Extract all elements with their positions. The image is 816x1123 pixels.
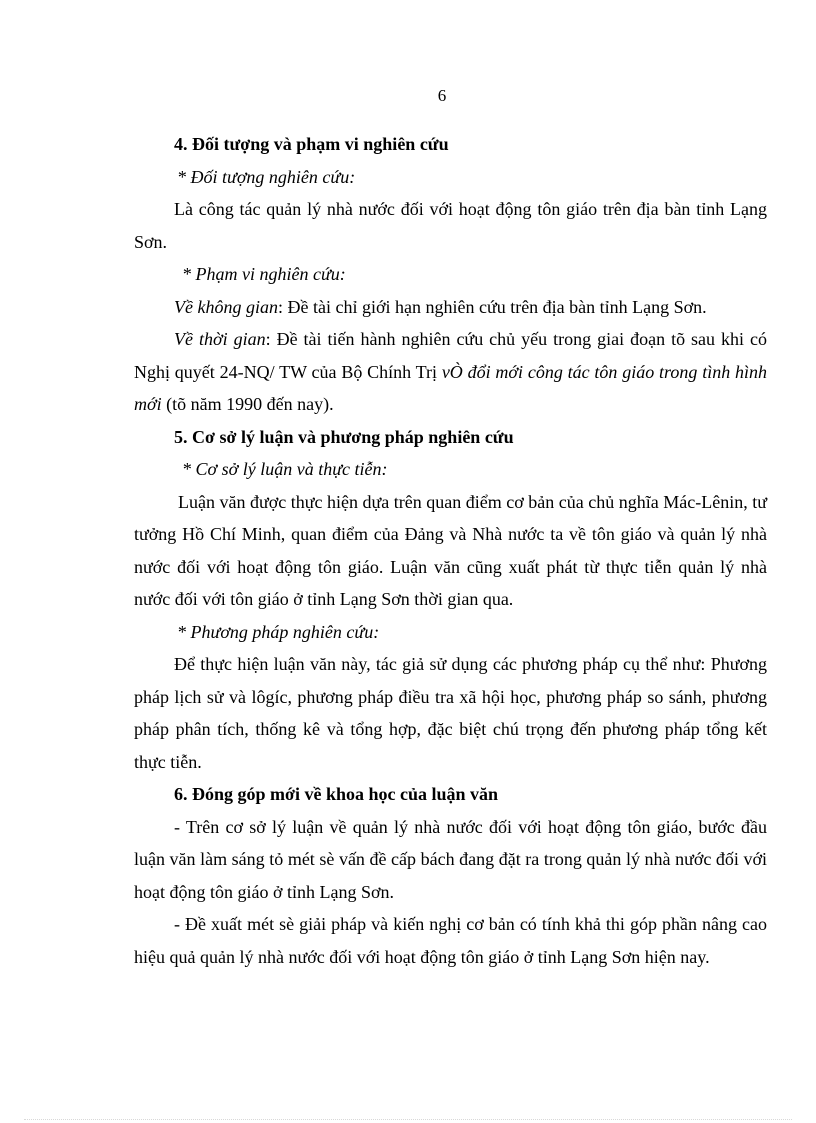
scope-time-paragraph (134, 323, 767, 421)
research-object-text: Là công tác quản lý nhà nước đối với hoạt động tôn giáo trên địa bàn tỉnh Lạng Sơn. (134, 199, 767, 252)
scope-time-label: Về thời gian (174, 329, 266, 349)
research-scope-label: * Phạm vi nghiên cứu: (182, 264, 346, 284)
section-6-heading: 6. Đóng góp mới về khoa học của luận văn (174, 784, 499, 804)
theoretical-basis-label: * Cơ sở lý luận và thực tiễn: (182, 459, 388, 479)
contribution-item-2: - Đề xuất mét sè giải pháp và kiến nghị cơ bản có tính khả thi góp phần nâng cao hiệu quả quản lý nhà nước đối với hoạt động tôn giáo ở tỉnh Lạng Sơn hiện nay. (134, 914, 767, 967)
page-number: 6 (437, 86, 447, 105)
scope-time-italic: vÒ đổi mới công tác tôn giáo trong tình hình mới (134, 361, 768, 414)
scope-space-text: : Đề tài chỉ giới hạn nghiên cứu trên địa bàn tỉnh Lạng Sơn. (277, 296, 707, 317)
scope-space-label: Về không gian (174, 296, 278, 317)
research-method-label: * Phương pháp nghiên cứu: (177, 621, 380, 642)
scope-time-text-2: (tõ năm 1990 đến nay). (161, 394, 334, 414)
section-4-heading: 4. Đối tượng và phạm vi nghiên cứu (174, 134, 449, 154)
research-object-label: * Đối tượng nghiên cứu: (177, 166, 356, 187)
page-bottom-divider (24, 1119, 792, 1120)
scope-time-text-1: : Đề tài tiến hành nghiên cứu chủ yếu trong giai đoạn tõ sau khi có Nghị quyết 24-NQ/ TW của Bộ Chính Trị (134, 329, 768, 382)
document-body (134, 128, 767, 973)
research-method-text: Để thực hiện luận văn này, tác giả sử dụng các phương pháp cụ thể như: Phương pháp lịch sử và lôgíc, phương pháp điều tra xã hội học, phương pháp so sánh, phương pháp phân tích, thống kê và tổng hợp, đặc biệt chú trọng đến phương pháp tổng kết thực tiễn. (134, 654, 767, 772)
theoretical-basis-text: Luận văn được thực hiện dựa trên quan điểm cơ bản của chủ nghĩa Mác-Lênin, tư tưởng Hồ Chí Minh, quan điểm của Đảng và Nhà nước ta về tôn giáo và quản lý nhà nước đối với hoạt động tôn giáo. Luận văn cũng xuất phát từ thực tiễn quản lý nhà nước đối với tôn giáo ở tỉnh Lạng Sơn thời gian qua. (134, 491, 767, 609)
contribution-item-1: - Trên cơ sở lý luận về quản lý nhà nước đối với hoạt động tôn giáo, bước đầu luận văn làm sáng tỏ mét sè vấn đề cấp bách đang đặt ra trong quản lý nhà nước đối với hoạt động tôn giáo ở tỉnh Lạng Sơn. (134, 816, 767, 902)
scope-space-paragraph (134, 291, 767, 324)
section-5-heading: 5. Cơ sở lý luận và phương pháp nghiên cứu (174, 426, 514, 447)
